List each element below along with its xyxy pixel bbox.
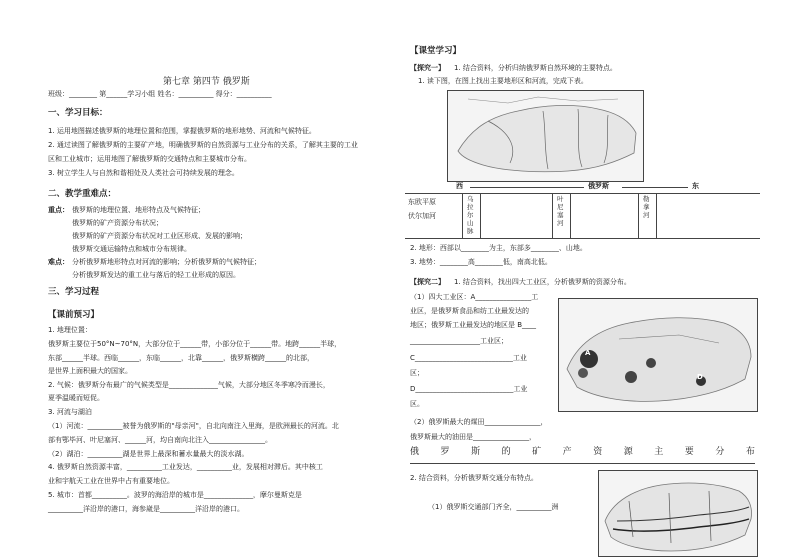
preview-line: 2. 气候：俄罗斯分布最广的气候类型是______________气候，大部分地区冬季寒冷而漫长， [48, 381, 330, 389]
preview-line: 俄罗斯主要位于50°N~70°N，大部分位于______带，小部分位于______带。地跨______半球， [48, 340, 342, 348]
class-study-heading: 【课堂学习】 [410, 46, 462, 56]
preview-line: 是世界上面积最大的国家。 [48, 367, 132, 375]
table-divider [552, 193, 553, 238]
russia-label: 俄罗斯 [588, 182, 609, 190]
preview-heading: 【课前预习】 [48, 310, 100, 320]
key-item: 俄罗斯的地理位置、地形特点及气候特征； [72, 206, 205, 214]
spaced-char: 矿 [532, 447, 542, 457]
table-cell-yenisei: 叶尼塞河 [557, 195, 564, 227]
transport-map-drawing [599, 471, 757, 556]
spaced-char: 的 [501, 447, 511, 457]
industry-line: （1）四大工业区：A________________工 [410, 293, 539, 301]
preview-line: 部有鄂毕河、叶尼塞河、______河，均自南向北注入________________。 [48, 436, 272, 444]
arrow-line-west [470, 187, 584, 188]
preview-line: 夏季温暖而短促。 [48, 394, 104, 402]
table-cell-lena: 勒拿河 [643, 195, 650, 219]
mineral-distribution-line [410, 444, 755, 457]
industrial-regions-map [558, 298, 758, 412]
table-divider [480, 193, 481, 238]
industry-line: C____________________________工业 [410, 354, 527, 362]
table-divider [656, 193, 657, 238]
preview-line: 东部______半球。西临______，东临______，北靠______，俄罗斯横跨______的北部， [48, 354, 314, 362]
preview-line: （2）湖泊：__________湖是世界上最深和蓄水量最大的淡水湖。 [48, 450, 249, 458]
table-divider [638, 193, 639, 238]
probe1-text: 1. 结合资料，分析归纳俄罗斯自然环境的主要特点。 [454, 64, 617, 72]
key-item: 俄罗斯的矿产资源分布状况对工业区形成、发展的影响； [72, 232, 247, 240]
spaced-char: 要 [684, 447, 694, 457]
probe1-label: 【探究一】 [410, 64, 445, 72]
key-item: 俄罗斯交通运输特点和城市分布规律。 [72, 245, 191, 253]
table-cell-volga: 伏尔加河 [408, 212, 436, 220]
west-label: 西 [456, 182, 463, 190]
spaced-char: 斯 [471, 447, 481, 457]
industry-line: 区。 [410, 400, 424, 408]
preview-line: 1. 地理位置： [48, 326, 92, 334]
industry-line: 业区，是俄罗斯食品和纺工业最发达的 [410, 307, 529, 315]
east-label: 东 [692, 182, 699, 190]
industry-line: 地区；俄罗斯工业最发达的地区是 B____ [410, 321, 537, 329]
preview-line: __________洋沿岸的港口，海参崴是__________洋沿岸的港口。 [48, 505, 244, 513]
spaced-char: 罗 [440, 447, 450, 457]
probe2-text: 1. 结合资料，找出四大工业区，分析俄罗斯的资源分布。 [454, 278, 631, 286]
russia-terrain-map [447, 90, 644, 182]
page-title: 第七章 第四节 俄罗斯 [163, 77, 250, 87]
section-goals-heading: 一、学习目标： [48, 108, 108, 118]
preview-line: 业和宇航天工业在世界中占有重要地位。 [48, 477, 174, 485]
preview-line: 3. 河流与湖泊 [48, 408, 92, 416]
preview-line: 5. 城市：首都__________。波罗的海沿岸的城市是______________，摩尔曼斯克是 [48, 491, 302, 499]
elevation-question: 3. 地势：________高________低，南高北低。 [410, 258, 552, 266]
table-divider [462, 193, 463, 238]
answer-line [410, 463, 755, 464]
goal-line: 3. 树立学生人与自然和谐相处及人类社会可持续发展的理念。 [48, 169, 239, 177]
spaced-char: 布 [745, 447, 755, 457]
goal-line: 区和工业城市；运用地图了解俄罗斯的交通特点和主要城市分布。 [48, 155, 251, 163]
transport-sub-question: （1）俄罗斯交通部门齐全，__________洲 [428, 503, 559, 511]
table-cell-east-europe-plain: 东欧平原 [408, 198, 436, 206]
preview-line: （1）河流：__________被誉为俄罗斯的"母亲河"，自北向南注入里海，是欧洲最长的河流。北 [48, 422, 339, 430]
industry-line: D____________________________工业 [410, 385, 528, 393]
difficulty-item: 分析俄罗斯发达的重工业与落后的轻工业形成的原因。 [72, 271, 240, 279]
spaced-char: 源 [623, 447, 633, 457]
terrain-question: 2. 地形：西部以________为主，东部多________、山地。 [410, 244, 587, 252]
key-label: 重点： [48, 206, 69, 214]
terrain-table-bottom [405, 238, 760, 239]
section-process-heading: 三、学习过程 [48, 287, 100, 297]
arrow-line-east [622, 187, 688, 188]
key-item: 俄罗斯的矿产资源分布状况； [72, 219, 163, 227]
spaced-char: 主 [654, 447, 664, 457]
probe2-label: 【探究二】 [410, 278, 445, 286]
difficulty-label: 难点： [48, 258, 69, 266]
coal-question: （2）俄罗斯最大的煤田________________， [410, 418, 548, 426]
probe1-sub: 1. 读下图，在图上找出主要地形区和河流，完成下表。 [418, 77, 588, 85]
map-label-a: A [585, 349, 591, 357]
oil-question: 俄罗斯最大的油田是________________， [410, 433, 536, 441]
transport-question: 2. 结合资料，分析俄罗斯交通分布特点。 [410, 474, 538, 482]
table-cell-ural: 乌拉尔山脉 [467, 195, 474, 235]
difficulty-item: 分析俄罗斯地形特点对河流的影响；分析俄罗斯的气候特征； [72, 258, 261, 266]
map-label-d: D [697, 373, 703, 381]
industry-line: 区； [410, 369, 424, 377]
preview-line: 4. 俄罗斯自然资源丰富，__________工业发达，__________业，发展相对滞后。其中核工 [48, 463, 323, 471]
spaced-char: 俄 [410, 447, 420, 457]
terrain-map-drawing [448, 91, 643, 181]
terrain-table-top [405, 193, 760, 194]
goal-line: 2. 通过读图了解俄罗斯的主要矿产地，明确俄罗斯的自然资源与工业分布的关系，了解其主要的工业 [48, 141, 358, 149]
spaced-char: 资 [593, 447, 603, 457]
spaced-char: 产 [562, 447, 572, 457]
table-divider [570, 193, 571, 238]
section-keypoints-heading: 二、教学重难点： [48, 189, 117, 199]
transport-map [598, 470, 758, 557]
goal-line: 1. 运用地图描述俄罗斯的地理位置和范围，掌握俄罗斯的地形地势、河流和气候特征。 [48, 127, 316, 135]
spaced-char: 分 [715, 447, 725, 457]
student-info-line: 班级：________ 第______学习小组 姓名：__________ 得分：__________ [48, 90, 272, 98]
industry-line: ____________________工业区； [410, 337, 508, 345]
